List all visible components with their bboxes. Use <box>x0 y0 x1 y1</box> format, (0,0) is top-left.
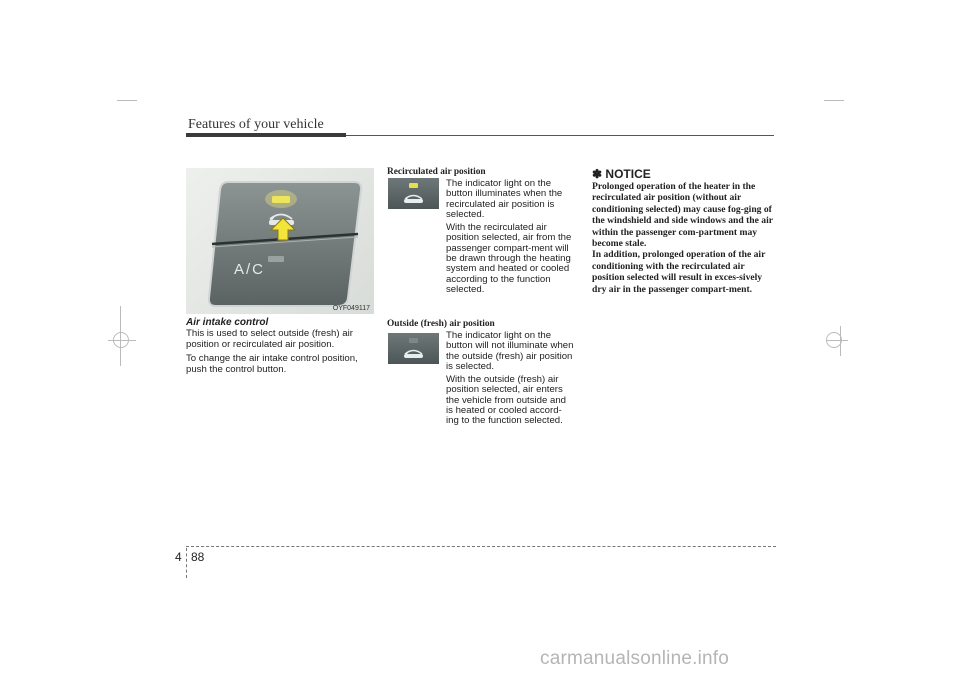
notice-title: NOTICE <box>605 167 651 181</box>
notice-paragraph: Prolonged operation of the heater in the recirculated air position (without air conditioning selected) may cause fog-ging of the windshield and side windows and the air within the passenger com-partment may become stale. <box>592 181 773 250</box>
footer-rule <box>186 546 776 547</box>
chapter-number: 4 <box>175 550 182 564</box>
recirculate-icon <box>388 178 439 209</box>
body-paragraph: With the outside (fresh) air position selected, air enters the vehicle from outside and is heated or cooled accord-ing to the function selected. <box>446 374 566 427</box>
notice-body <box>592 181 776 295</box>
body-paragraph: To change the air intake control position, push the control button. <box>186 353 358 375</box>
figure-code: OYF049117 <box>332 305 370 312</box>
body-paragraph: The indicator light on the button illuminates when the recirculated air position is selected. <box>446 178 563 220</box>
notice-heading <box>592 167 651 181</box>
body-paragraph: The indicator light on the button will not illuminate when the outside (fresh) air position is selected. <box>446 330 574 372</box>
recirculated-button-icon <box>388 178 439 209</box>
notice-symbol-icon: ✽ <box>592 167 603 181</box>
body-paragraph: With the recirculated air position selected, air from the passenger compart-ment will be drawn through the heating system and heated or cooled according to the function selected. <box>446 222 572 295</box>
ac-button-label: A/C <box>234 261 266 278</box>
outside-air-description <box>446 331 574 430</box>
registration-mark <box>826 332 842 348</box>
section-subheading: Air intake control <box>186 317 269 328</box>
header-rule-accent <box>186 133 346 137</box>
registration-mark <box>113 332 129 348</box>
air-intake-section <box>186 317 374 378</box>
outside-air-heading: Outside (fresh) air position <box>387 319 495 329</box>
outside-air-button-icon <box>388 333 439 364</box>
recirculated-heading: Recirculated air position <box>387 167 486 177</box>
site-watermark: carmanualsonline.info <box>540 648 730 669</box>
control-panel-illustration <box>186 168 374 314</box>
page-number: 88 <box>191 550 205 564</box>
header-rule <box>346 135 774 136</box>
page-header-title: Features of your vehicle <box>188 117 324 132</box>
body-paragraph: This is used to select outside (fresh) air position or recirculated air position. <box>186 328 353 350</box>
recirculated-description <box>446 179 574 298</box>
crop-mark <box>117 100 137 101</box>
air-intake-figure <box>186 168 374 314</box>
notice-paragraph: In addition, prolonged operation of the air conditioning with the recirculated air position selected will result in exces-sively dry air in the passenger compart-ment. <box>592 249 766 295</box>
crop-mark <box>824 100 844 101</box>
fresh-air-icon <box>388 333 439 364</box>
footer-divider <box>186 548 187 578</box>
